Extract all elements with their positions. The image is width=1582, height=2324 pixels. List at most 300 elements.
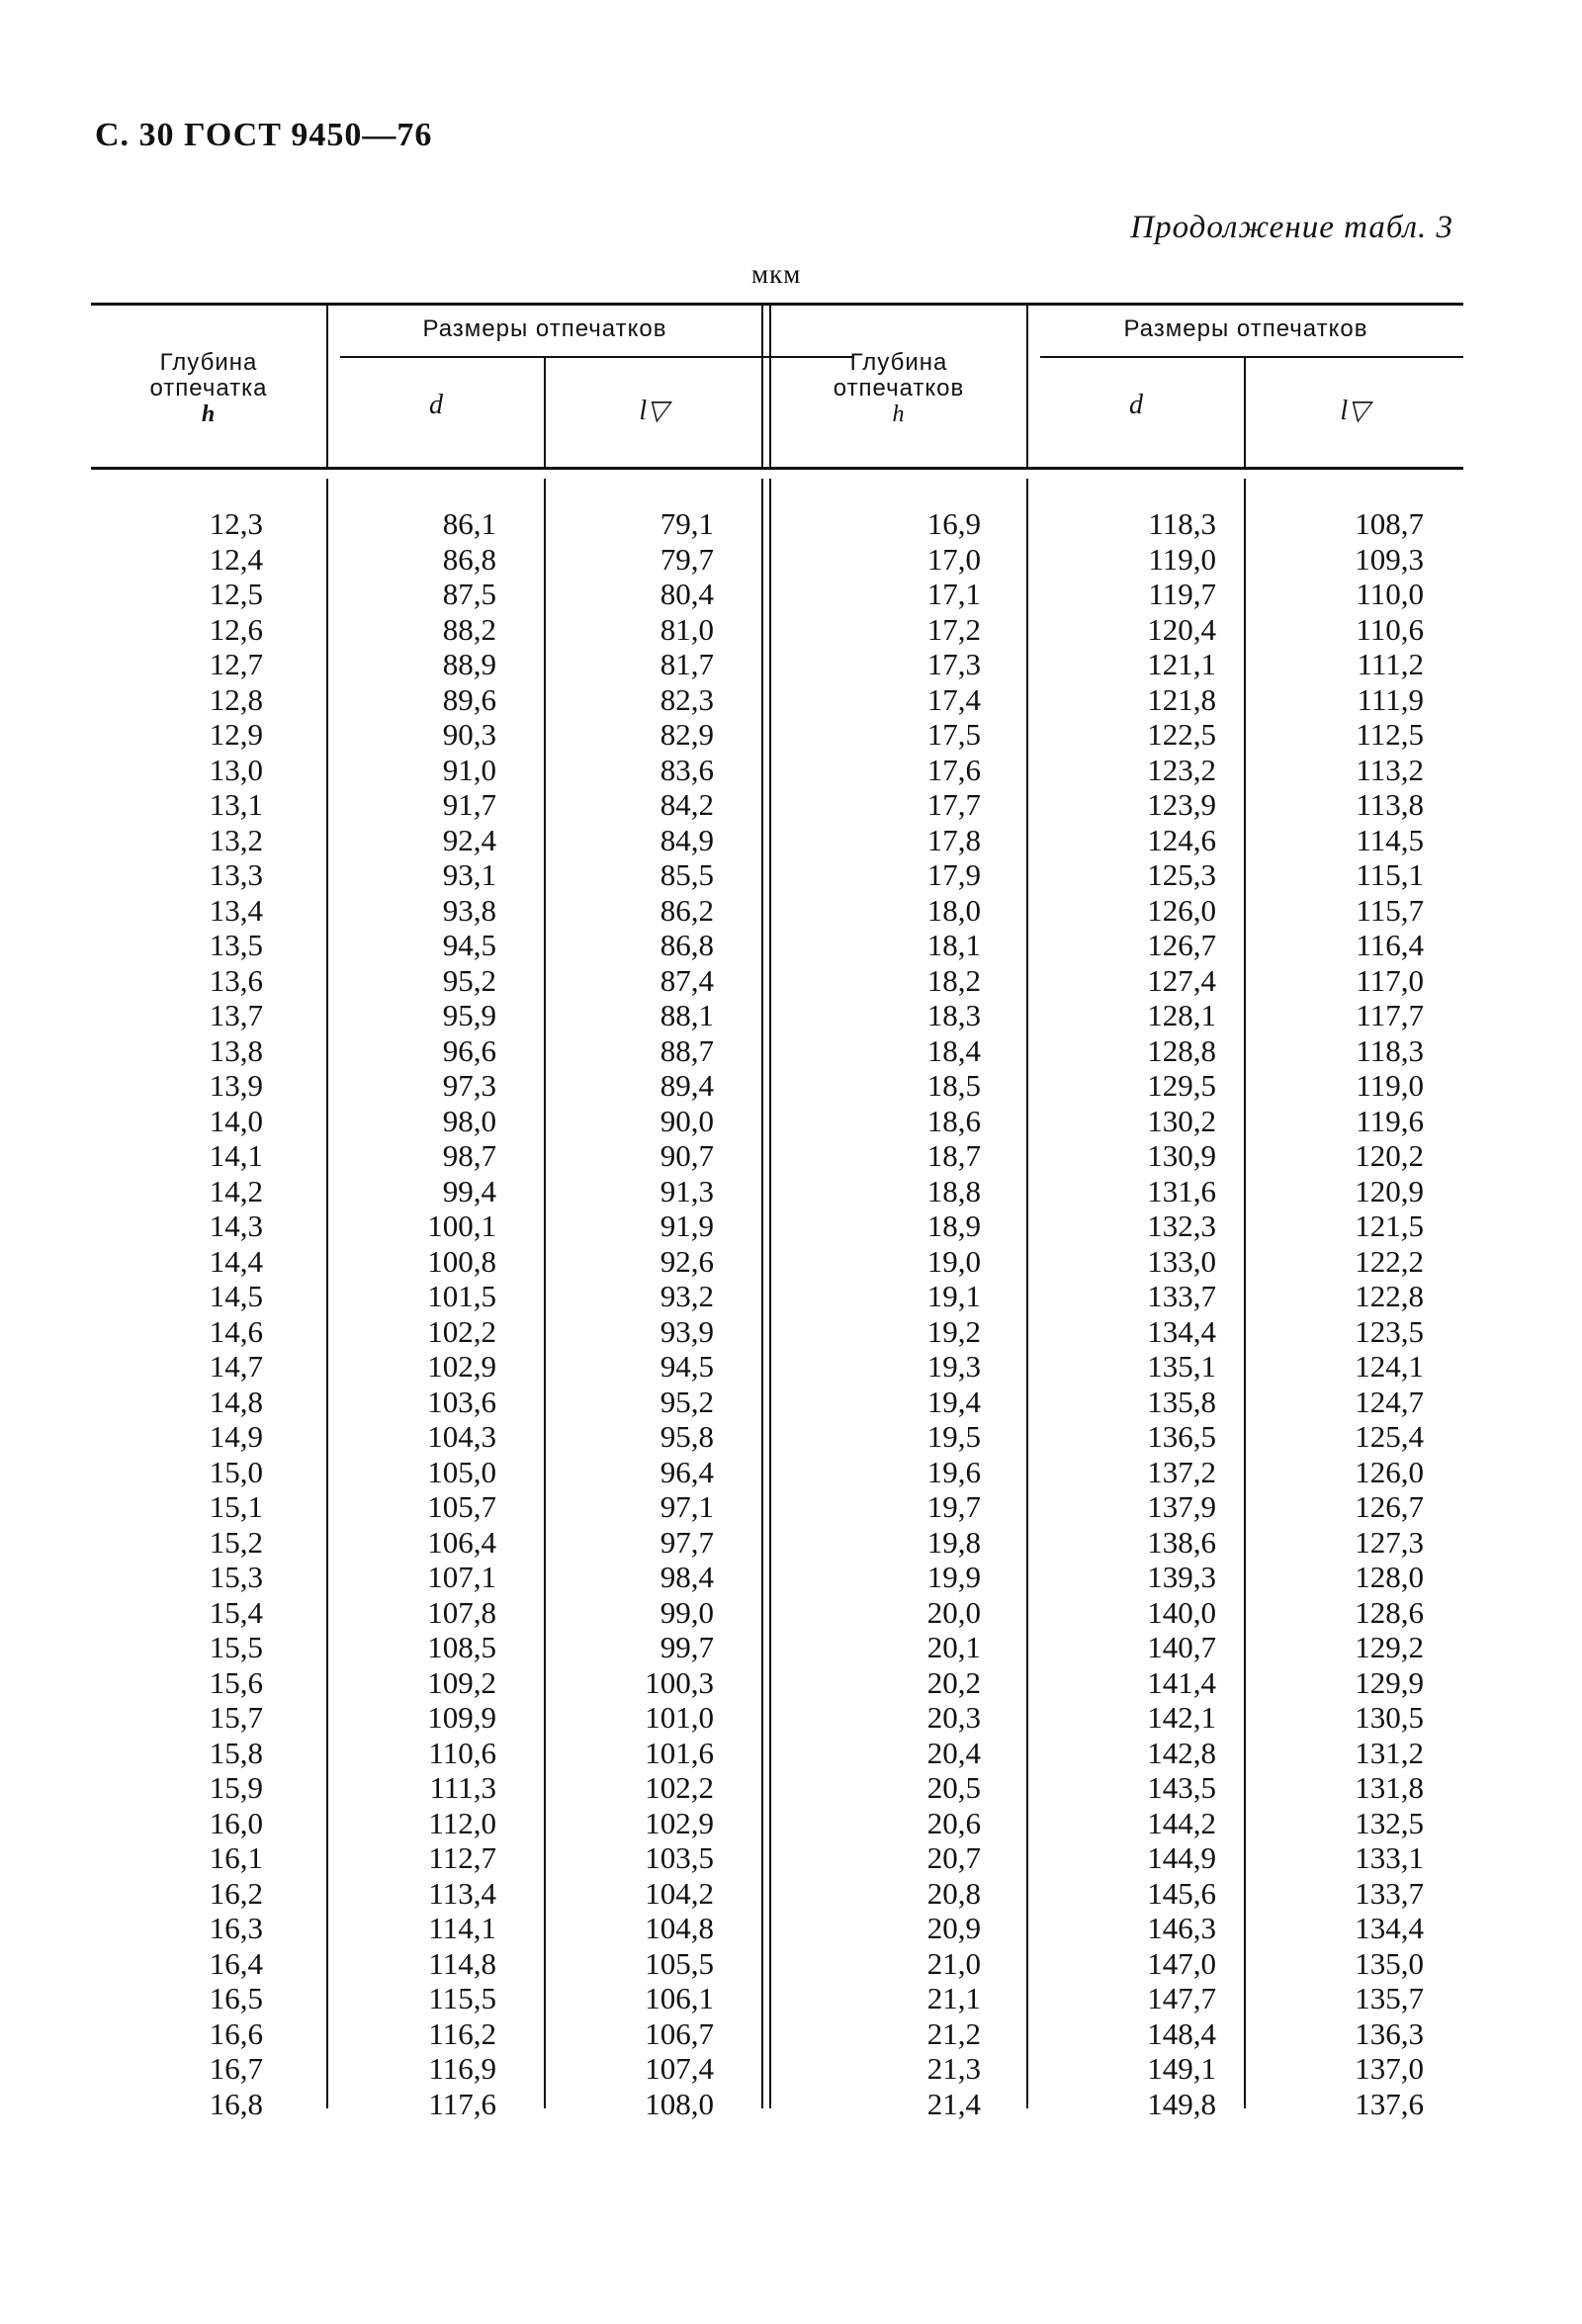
left-d-cell: 107,1 [427, 1560, 496, 1594]
left-d-cell: 101,5 [427, 1279, 496, 1313]
left-l-cell: 102,9 [645, 1805, 714, 1840]
left-d-cell: 100,8 [427, 1243, 496, 1279]
right-l-column [1315, 506, 1424, 2121]
left-l-cell: 106,1 [645, 1981, 714, 2015]
body-vline-1 [326, 479, 328, 2108]
left-depth-cell: 16,0 [209, 1805, 263, 1840]
right-d-column [1098, 506, 1216, 2121]
left-d-cell: 113,4 [428, 1875, 496, 1911]
left-l-cell: 104,2 [645, 1875, 714, 1911]
right-l-cell: 131,2 [1355, 1735, 1424, 1770]
right-depth-cell: 17,2 [926, 611, 981, 647]
right-depth-cell: 19,2 [926, 1313, 981, 1349]
left-depth-cell: 12,5 [209, 577, 263, 611]
right-depth-cell: 19,1 [926, 1279, 981, 1313]
right-d-cell: 144,2 [1147, 1805, 1216, 1840]
right-l-cell: 120,2 [1355, 1138, 1424, 1173]
left-l-cell: 80,4 [659, 577, 714, 611]
left-d-cell: 93,8 [442, 892, 496, 928]
left-d-cell: 109,9 [427, 1700, 496, 1735]
left-depth-cell: 12,9 [209, 717, 263, 752]
left-l-cell: 81,7 [659, 647, 714, 681]
right-l-cell: 133,7 [1355, 1875, 1424, 1911]
right-l-cell: 128,6 [1355, 1594, 1424, 1630]
right-l-cell: 112,5 [1356, 717, 1424, 752]
left-l-cell: 89,4 [659, 1068, 714, 1103]
left-d-cell: 87,5 [442, 577, 496, 611]
right-depth-cell: 16,9 [926, 506, 981, 541]
right-depth-cell: 20,4 [926, 1735, 981, 1770]
right-l-cell: 119,0 [1356, 1068, 1424, 1103]
hardness-indent-table [91, 303, 1463, 2122]
left-d-cell: 95,2 [442, 962, 496, 998]
right-l-cell: 117,0 [1356, 962, 1424, 998]
right-depth-cell: 17,8 [926, 822, 981, 857]
right-l-cell: 110,6 [1356, 611, 1424, 647]
right-l-cell: 130,5 [1355, 1700, 1424, 1735]
left-depth-cell: 13,3 [209, 857, 263, 892]
left-depth-cell: 14,1 [209, 1138, 263, 1173]
right-d-header: d [1129, 390, 1143, 420]
left-depth-cell: 16,7 [209, 2051, 263, 2086]
right-l-cell: 122,8 [1355, 1279, 1424, 1313]
right-l-cell: 137,6 [1355, 2086, 1424, 2121]
left-d-cell: 106,4 [427, 1524, 496, 1560]
left-depth-cell: 15,2 [209, 1524, 263, 1560]
right-depth-cell: 18,1 [926, 928, 981, 962]
right-d-cell: 142,8 [1147, 1735, 1216, 1770]
right-depth-cell: 19,6 [926, 1454, 981, 1489]
right-l-cell: 118,3 [1356, 1032, 1424, 1068]
left-l-cell: 85,5 [659, 857, 714, 892]
left-d-cell: 108,5 [427, 1630, 496, 1664]
left-d-cell: 96,6 [442, 1032, 496, 1068]
right-d-cell: 140,0 [1147, 1594, 1216, 1630]
left-l-cell: 86,8 [659, 928, 714, 962]
left-depth-cell: 12,4 [209, 541, 263, 577]
left-d-cell: 100,1 [427, 1208, 496, 1243]
right-depth-cell: 18,7 [926, 1138, 981, 1173]
right-depth-cell: 20,5 [926, 1770, 981, 1805]
left-depth-cell: 15,5 [209, 1630, 263, 1664]
left-l-cell: 91,3 [659, 1173, 714, 1208]
right-sizes-header: Размеры отпечатков [1123, 315, 1368, 342]
left-depth-cell: 15,7 [209, 1700, 263, 1735]
left-depth-cell: 15,0 [209, 1454, 263, 1489]
left-l-cell: 97,7 [659, 1524, 714, 1560]
left-depth-cell: 14,7 [209, 1349, 263, 1384]
left-d-cell: 93,1 [442, 857, 496, 892]
right-d-cell: 128,1 [1147, 998, 1216, 1032]
left-d-cell: 104,3 [427, 1419, 496, 1454]
left-d-header: d [429, 390, 443, 420]
right-depth-header [771, 350, 1026, 427]
left-l-cell: 94,5 [659, 1349, 714, 1384]
left-l-cell: 79,7 [659, 541, 714, 577]
left-depth-header-line1: Глубина [159, 349, 258, 376]
right-d-cell: 136,5 [1147, 1419, 1216, 1454]
right-d-cell: 142,1 [1147, 1700, 1216, 1735]
left-depth-cell: 13,9 [209, 1068, 263, 1103]
right-depth-cell: 18,4 [926, 1032, 981, 1068]
right-l-cell: 117,7 [1356, 998, 1424, 1032]
left-d-cell: 98,0 [442, 1103, 496, 1138]
right-depth-cell: 21,0 [926, 1945, 981, 1981]
left-l-cell: 91,9 [659, 1208, 714, 1243]
table-continuation-label: Продолжение табл. 3 [1130, 210, 1453, 245]
left-l-cell: 88,1 [659, 998, 714, 1032]
left-depth-column [144, 506, 263, 2121]
left-l-cell: 102,2 [645, 1770, 714, 1805]
left-d-cell: 114,8 [428, 1945, 496, 1981]
left-l-cell: 90,0 [659, 1103, 714, 1138]
right-depth-cell: 21,4 [926, 2086, 981, 2121]
right-d-cell: 118,3 [1148, 506, 1216, 541]
right-l-cell: 115,1 [1356, 857, 1424, 892]
right-l-cell: 124,1 [1355, 1349, 1424, 1384]
right-d-cell: 138,6 [1147, 1524, 1216, 1560]
right-depth-cell: 18,8 [926, 1173, 981, 1208]
left-depth-cell: 14,5 [209, 1279, 263, 1313]
right-depth-cell: 17,7 [926, 787, 981, 822]
right-d-cell: 123,9 [1147, 787, 1216, 822]
right-d-cell: 137,9 [1147, 1489, 1216, 1524]
right-depth-cell: 18,9 [926, 1208, 981, 1243]
right-l-cell: 113,8 [1356, 787, 1424, 822]
right-d-cell: 146,3 [1147, 1911, 1216, 1945]
right-depth-cell: 19,7 [926, 1489, 981, 1524]
left-l-cell: 93,2 [659, 1279, 714, 1313]
right-depth-cell: 18,5 [926, 1068, 981, 1103]
left-depth-cell: 12,6 [209, 611, 263, 647]
right-d-cell: 125,3 [1147, 857, 1216, 892]
right-d-cell: 144,9 [1147, 1840, 1216, 1875]
right-depth-header-symbol: h [892, 402, 906, 427]
left-l-header: l▽ [639, 396, 668, 426]
left-d-cell: 89,6 [442, 681, 496, 717]
right-l-header: l▽ [1340, 396, 1369, 426]
left-d-cell: 107,8 [427, 1594, 496, 1630]
right-depth-cell: 17,3 [926, 647, 981, 681]
left-l-cell: 95,2 [659, 1384, 714, 1419]
right-l-cell: 122,2 [1355, 1243, 1424, 1279]
left-l-cell: 81,0 [659, 611, 714, 647]
right-l-cell: 119,6 [1356, 1103, 1424, 1138]
right-depth-cell: 19,0 [926, 1243, 981, 1279]
left-d-cell: 103,6 [427, 1384, 496, 1419]
right-d-cell: 132,3 [1147, 1208, 1216, 1243]
left-l-cell: 88,7 [659, 1032, 714, 1068]
right-depth-cell: 20,6 [926, 1805, 981, 1840]
page-header: С. 30 ГОСТ 9450—76 [95, 117, 433, 153]
right-depth-cell: 21,3 [926, 2051, 981, 2086]
left-d-cell: 114,1 [428, 1911, 496, 1945]
left-depth-cell: 16,8 [209, 2086, 263, 2121]
right-d-cell: 122,5 [1147, 717, 1216, 752]
right-l-cell: 115,7 [1356, 892, 1424, 928]
right-d-cell: 139,3 [1147, 1560, 1216, 1594]
right-l-cell: 111,2 [1357, 647, 1424, 681]
left-d-cell: 117,6 [428, 2086, 496, 2121]
right-l-cell: 109,3 [1355, 541, 1424, 577]
right-depth-cell: 18,3 [926, 998, 981, 1032]
right-depth-header-line2: отпечатков [833, 375, 965, 402]
left-l-cell: 97,1 [659, 1489, 714, 1524]
right-l-cell: 116,4 [1356, 928, 1424, 962]
right-l-cell: 120,9 [1355, 1173, 1424, 1208]
left-depth-cell: 16,1 [209, 1840, 263, 1875]
right-depth-column [862, 506, 981, 2121]
left-l-cell: 79,1 [659, 506, 714, 541]
left-l-cell: 84,2 [659, 787, 714, 822]
right-l-cell: 136,3 [1355, 2015, 1424, 2051]
left-l-cell: 92,6 [659, 1243, 714, 1279]
left-l-cell: 90,7 [659, 1138, 714, 1173]
body-vline-3b [769, 479, 771, 2108]
left-l-cell: 86,2 [659, 892, 714, 928]
left-l-cell: 82,9 [659, 717, 714, 752]
right-depth-cell: 18,2 [926, 962, 981, 998]
right-d-cell: 130,9 [1147, 1138, 1216, 1173]
right-depth-cell: 17,9 [926, 857, 981, 892]
right-l-cell: 137,0 [1355, 2051, 1424, 2086]
right-l-cell: 134,4 [1355, 1911, 1424, 1945]
left-depth-header-symbol: h [201, 402, 217, 427]
left-l-cell: 103,5 [645, 1840, 714, 1875]
right-d-cell: 123,2 [1147, 752, 1216, 787]
right-l-cell: 135,0 [1355, 1945, 1424, 1981]
right-d-cell: 127,4 [1147, 962, 1216, 998]
left-d-cell: 94,5 [442, 928, 496, 962]
unit-label: мкм [751, 259, 802, 289]
left-depth-cell: 15,6 [209, 1664, 263, 1700]
left-l-cell: 98,4 [659, 1560, 714, 1594]
right-l-cell: 108,7 [1355, 506, 1424, 541]
left-d-cell: 116,9 [428, 2051, 496, 2086]
right-d-cell: 130,2 [1147, 1103, 1216, 1138]
left-l-cell: 93,9 [659, 1313, 714, 1349]
left-l-cell: 101,6 [645, 1735, 714, 1770]
left-depth-cell: 14,6 [209, 1313, 263, 1349]
left-d-cell: 91,0 [442, 752, 496, 787]
right-depth-cell: 21,2 [926, 2015, 981, 2051]
left-depth-cell: 13,5 [209, 928, 263, 962]
right-l-cell: 129,2 [1355, 1630, 1424, 1664]
body-vline-2 [544, 479, 546, 2108]
right-d-cell: 147,0 [1147, 1945, 1216, 1981]
right-l-cell: 131,8 [1355, 1770, 1424, 1805]
left-d-cell: 112,0 [428, 1805, 496, 1840]
left-depth-cell: 14,9 [209, 1419, 263, 1454]
left-l-cell: 96,4 [659, 1454, 714, 1489]
right-d-cell: 149,1 [1147, 2051, 1216, 2086]
right-d-cell: 140,7 [1147, 1630, 1216, 1664]
left-d-cell: 91,7 [442, 787, 496, 822]
left-d-cell: 88,9 [442, 647, 496, 681]
right-d-cell: 126,0 [1147, 892, 1216, 928]
left-l-cell: 87,4 [659, 962, 714, 998]
left-d-cell: 111,3 [429, 1770, 496, 1805]
left-d-column [378, 506, 496, 2121]
left-l-cell: 105,5 [645, 1945, 714, 1981]
left-d-cell: 109,2 [427, 1664, 496, 1700]
left-d-cell: 110,6 [428, 1735, 496, 1770]
left-depth-cell: 13,1 [209, 787, 263, 822]
right-d-cell: 129,5 [1147, 1068, 1216, 1103]
left-depth-cell: 15,9 [209, 1770, 263, 1805]
left-l-cell: 108,0 [645, 2086, 714, 2121]
right-l-cell: 126,0 [1355, 1454, 1424, 1489]
left-d-cell: 90,3 [442, 717, 496, 752]
left-depth-cell: 12,7 [209, 647, 263, 681]
right-d-cell: 121,1 [1147, 647, 1216, 681]
right-d-cell: 133,7 [1147, 1279, 1216, 1313]
left-d-cell: 105,7 [427, 1489, 496, 1524]
left-l-cell: 83,6 [659, 752, 714, 787]
left-depth-cell: 15,4 [209, 1594, 263, 1630]
right-depth-cell: 19,3 [926, 1349, 981, 1384]
right-depth-cell: 20,0 [926, 1594, 981, 1630]
right-d-cell: 137,2 [1147, 1454, 1216, 1489]
right-depth-cell: 17,4 [926, 681, 981, 717]
left-depth-cell: 16,6 [209, 2015, 263, 2051]
right-l-cell: 129,9 [1355, 1664, 1424, 1700]
right-sizes-subrule [1040, 356, 1463, 358]
right-d-cell: 135,1 [1147, 1349, 1216, 1384]
left-depth-cell: 16,4 [209, 1945, 263, 1981]
right-d-cell: 124,6 [1147, 822, 1216, 857]
right-d-cell: 149,8 [1147, 2086, 1216, 2121]
right-l-cell: 121,5 [1355, 1208, 1424, 1243]
right-depth-cell: 17,5 [926, 717, 981, 752]
right-l-cell: 113,2 [1356, 752, 1424, 787]
left-sizes-header: Размеры отпечатков [422, 315, 667, 342]
left-depth-cell: 12,3 [209, 506, 263, 541]
left-l-cell: 101,0 [645, 1700, 714, 1735]
left-depth-cell: 14,4 [209, 1243, 263, 1279]
right-d-cell: 126,7 [1147, 928, 1216, 962]
right-l-cell: 123,5 [1355, 1313, 1424, 1349]
left-d-cell: 86,8 [442, 541, 496, 577]
left-d-cell: 102,2 [427, 1313, 496, 1349]
left-d-cell: 99,4 [442, 1173, 496, 1208]
left-depth-cell: 15,3 [209, 1560, 263, 1594]
right-d-cell: 119,7 [1148, 577, 1216, 611]
left-depth-cell: 16,2 [209, 1875, 263, 1911]
left-depth-cell: 13,7 [209, 998, 263, 1032]
right-l-cell: 114,5 [1356, 822, 1424, 857]
body-vline-3a [761, 479, 763, 2108]
right-depth-cell: 17,1 [926, 577, 981, 611]
left-d-cell: 92,4 [442, 822, 496, 857]
left-d-cell: 102,9 [427, 1349, 496, 1384]
right-depth-cell: 20,7 [926, 1840, 981, 1875]
right-depth-cell: 20,1 [926, 1630, 981, 1664]
left-d-cell: 97,3 [442, 1068, 496, 1103]
left-d-cell: 116,2 [428, 2015, 496, 2051]
table-top-rule [91, 303, 1463, 306]
right-d-cell: 145,6 [1147, 1875, 1216, 1911]
left-d-cell: 88,2 [442, 611, 496, 647]
left-depth-cell: 13,2 [209, 822, 263, 857]
left-d-cell: 115,5 [428, 1981, 496, 2015]
right-depth-cell: 19,8 [926, 1524, 981, 1560]
left-depth-header-line2: отпечатка [149, 375, 268, 402]
right-l-cell: 111,9 [1357, 681, 1424, 717]
left-depth-cell: 16,5 [209, 1981, 263, 2015]
right-depth-cell: 20,2 [926, 1664, 981, 1700]
header-vline-3a [761, 303, 763, 467]
right-l-cell: 110,0 [1356, 577, 1424, 611]
left-depth-cell: 15,1 [209, 1489, 263, 1524]
left-depth-cell: 16,3 [209, 1911, 263, 1945]
left-l-cell: 82,3 [659, 681, 714, 717]
right-d-cell: 119,0 [1148, 541, 1216, 577]
left-l-cell: 104,8 [645, 1911, 714, 1945]
left-depth-cell: 15,8 [209, 1735, 263, 1770]
left-l-cell: 100,3 [645, 1664, 714, 1700]
right-depth-cell: 19,4 [926, 1384, 981, 1419]
right-depth-header-line1: Глубина [849, 349, 948, 376]
left-depth-cell: 14,3 [209, 1208, 263, 1243]
left-l-cell: 95,8 [659, 1419, 714, 1454]
body-vline-4 [1026, 479, 1028, 2108]
left-depth-cell: 14,0 [209, 1103, 263, 1138]
right-depth-cell: 20,9 [926, 1911, 981, 1945]
left-depth-cell: 14,2 [209, 1173, 263, 1208]
right-depth-cell: 18,0 [926, 892, 981, 928]
left-depth-cell: 14,8 [209, 1384, 263, 1419]
left-depth-cell: 13,4 [209, 892, 263, 928]
right-depth-cell: 19,9 [926, 1560, 981, 1594]
left-d-cell: 86,1 [442, 506, 496, 541]
left-l-cell: 106,7 [645, 2015, 714, 2051]
right-d-cell: 121,8 [1147, 681, 1216, 717]
right-d-cell: 131,6 [1147, 1173, 1216, 1208]
right-l-cell: 135,7 [1355, 1981, 1424, 2015]
left-l-cell: 84,9 [659, 822, 714, 857]
right-d-cell: 141,4 [1147, 1664, 1216, 1700]
left-d-cell: 105,0 [427, 1454, 496, 1489]
right-d-cell: 133,0 [1147, 1243, 1216, 1279]
left-l-cell: 107,4 [645, 2051, 714, 2086]
right-d-cell: 147,7 [1147, 1981, 1216, 2015]
right-l-cell: 125,4 [1355, 1419, 1424, 1454]
left-depth-header [91, 350, 326, 427]
right-l-cell: 128,0 [1355, 1560, 1424, 1594]
right-d-cell: 143,5 [1147, 1770, 1216, 1805]
right-depth-cell: 17,0 [926, 541, 981, 577]
left-depth-cell: 12,8 [209, 681, 263, 717]
right-l-cell: 124,7 [1355, 1384, 1424, 1419]
left-d-cell: 95,9 [442, 998, 496, 1032]
left-l-cell: 99,7 [659, 1630, 714, 1664]
right-l-cell: 126,7 [1355, 1489, 1424, 1524]
right-d-cell: 135,8 [1147, 1384, 1216, 1419]
right-d-cell: 128,8 [1147, 1032, 1216, 1068]
left-d-cell: 98,7 [442, 1138, 496, 1173]
right-depth-cell: 20,8 [926, 1875, 981, 1911]
right-d-cell: 120,4 [1147, 611, 1216, 647]
body-vline-5 [1244, 479, 1246, 2108]
right-depth-cell: 21,1 [926, 1981, 981, 2015]
right-depth-cell: 17,6 [926, 752, 981, 787]
left-l-cell: 99,0 [659, 1594, 714, 1630]
right-depth-cell: 18,6 [926, 1103, 981, 1138]
right-l-cell: 127,3 [1355, 1524, 1424, 1560]
left-depth-cell: 13,6 [209, 962, 263, 998]
right-l-cell: 133,1 [1355, 1840, 1424, 1875]
